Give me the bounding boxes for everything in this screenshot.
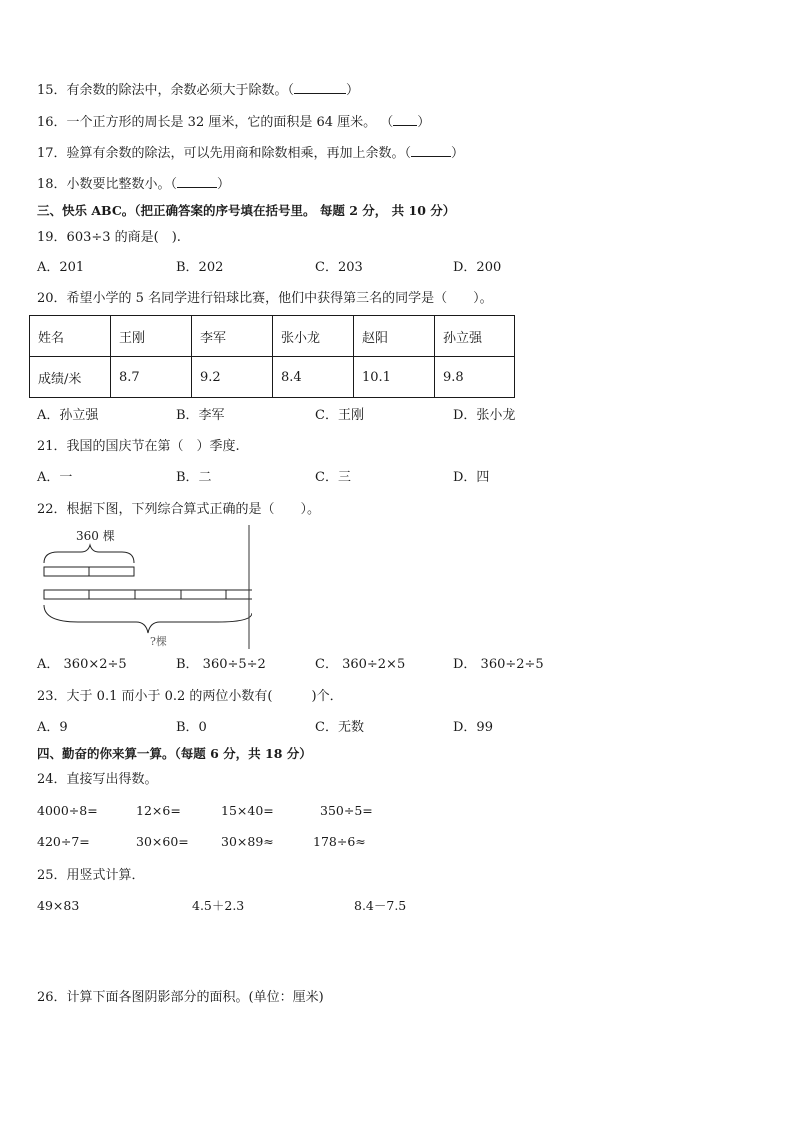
q22-option-c[interactable]: C． 360÷2×5 — [315, 657, 406, 672]
q20-option-c[interactable]: C．王刚 — [315, 408, 364, 423]
q22-option-b[interactable]: B． 360÷5÷2 — [176, 657, 266, 672]
q21-option-c[interactable]: C．三 — [315, 470, 351, 485]
table-row — [30, 316, 515, 357]
table-cell: 9.2 — [192, 357, 273, 398]
question-24: 24．直接写出得数。 — [37, 772, 158, 787]
question-20: 20．希望小学的 5 名同学进行铅球比赛，他们中获得第三名的同学是（ ）。 — [37, 291, 493, 306]
question-25: 25．用竖式计算． — [37, 868, 145, 883]
q23-option-d[interactable]: D．99 — [453, 720, 493, 735]
calc-item: 30×89≈ — [221, 834, 274, 849]
table-cell: 赵阳 — [354, 316, 435, 357]
vertical-calc-item: 4.5＋2.3 — [192, 898, 245, 913]
bottom-brace — [44, 605, 252, 633]
table-cell: 8.7 — [111, 357, 192, 398]
table-cell: 8.4 — [273, 357, 354, 398]
q23-option-a[interactable]: A．9 — [37, 720, 68, 735]
section-4-heading: 四、勤奋的你来算一算。（每题 6 分，共 18 分） — [37, 746, 312, 761]
q20-option-b[interactable]: B．李军 — [176, 408, 225, 423]
table-cell: 姓名 — [30, 316, 111, 357]
table-cell: 张小龙 — [273, 316, 354, 357]
vertical-calc-item: 49×83 — [37, 898, 80, 913]
vertical-calc-item: 8.4－7.5 — [354, 898, 407, 913]
q19-option-b[interactable]: B．202 — [176, 260, 224, 275]
q23-option-c[interactable]: C．无数 — [315, 720, 364, 735]
calc-item: 420÷7= — [37, 834, 90, 849]
calc-item: 4000÷8= — [37, 803, 98, 818]
calc-item: 12×6= — [136, 803, 181, 818]
table-cell: 李军 — [192, 316, 273, 357]
answer-blank[interactable] — [294, 82, 346, 94]
q21-option-a[interactable]: A．一 — [37, 470, 73, 485]
table-cell: 9.8 — [435, 357, 515, 398]
question-26: 26．计算下面各图阴影部分的面积。(单位：厘米) — [37, 990, 324, 1005]
section-3-heading: 三、快乐 ABC。（把正确答案的序号填在括号里。 每题 2 分， 共 10 分） — [37, 203, 456, 218]
q20-option-d[interactable]: D．张小龙 — [453, 408, 516, 423]
question-18: 18．小数要比整数小。（ ） — [37, 177, 231, 192]
question-17: 17．验算有余数的除法，可以先用商和除数相乘，再加上余数。（ ） — [37, 146, 465, 161]
calc-item: 178÷6≈ — [313, 834, 366, 849]
answer-blank[interactable] — [411, 145, 451, 157]
q19-option-a[interactable]: A．201 — [37, 260, 85, 275]
q19-option-c[interactable]: C．203 — [315, 260, 363, 275]
answer-blank[interactable] — [177, 176, 217, 188]
q19-option-d[interactable]: D．200 — [453, 260, 502, 275]
table-cell: 10.1 — [354, 357, 435, 398]
question-22: 22．根据下图，下列综合算式正确的是（ ）。 — [37, 502, 321, 517]
table-cell: 成绩/米 — [30, 357, 111, 398]
q21-option-b[interactable]: B．二 — [176, 470, 212, 485]
bottom-bar — [44, 590, 252, 599]
diagram-bottom-label: ?棵 — [150, 635, 167, 648]
calc-item: 15×40= — [221, 803, 274, 818]
question-16: 16．一个正方形的周长是 32 厘米，它的面积是 64 厘米。 （ ） — [37, 115, 431, 130]
q21-option-d[interactable]: D．四 — [453, 470, 490, 485]
diagram-top-label: 360 棵 — [76, 529, 115, 543]
table-cell: 孙立强 — [435, 316, 515, 357]
segment-diagram — [38, 525, 252, 649]
table-cell: 王刚 — [111, 316, 192, 357]
question-21: 21．我国的国庆节在第（ ）季度. — [37, 439, 240, 454]
top-brace — [44, 545, 134, 563]
question-19: 19．603÷3 的商是( ). — [37, 230, 181, 245]
score-table — [29, 315, 515, 398]
answer-blank[interactable] — [393, 114, 417, 126]
q23-option-b[interactable]: B．0 — [176, 720, 207, 735]
question-15: 15．有余数的除法中，余数必须大于除数。（ ） — [37, 83, 360, 98]
calc-item: 350÷5= — [320, 803, 373, 818]
calc-item: 30×60= — [136, 834, 189, 849]
q20-option-a[interactable]: A．孙立强 — [37, 408, 99, 423]
q22-option-a[interactable]: A． 360×2÷5 — [37, 657, 127, 672]
question-23: 23．大于 0.1 而小于 0.2 的两位小数有( )个． — [37, 689, 343, 704]
table-row — [30, 357, 515, 398]
q22-option-d[interactable]: D． 360÷2÷5 — [453, 657, 544, 672]
